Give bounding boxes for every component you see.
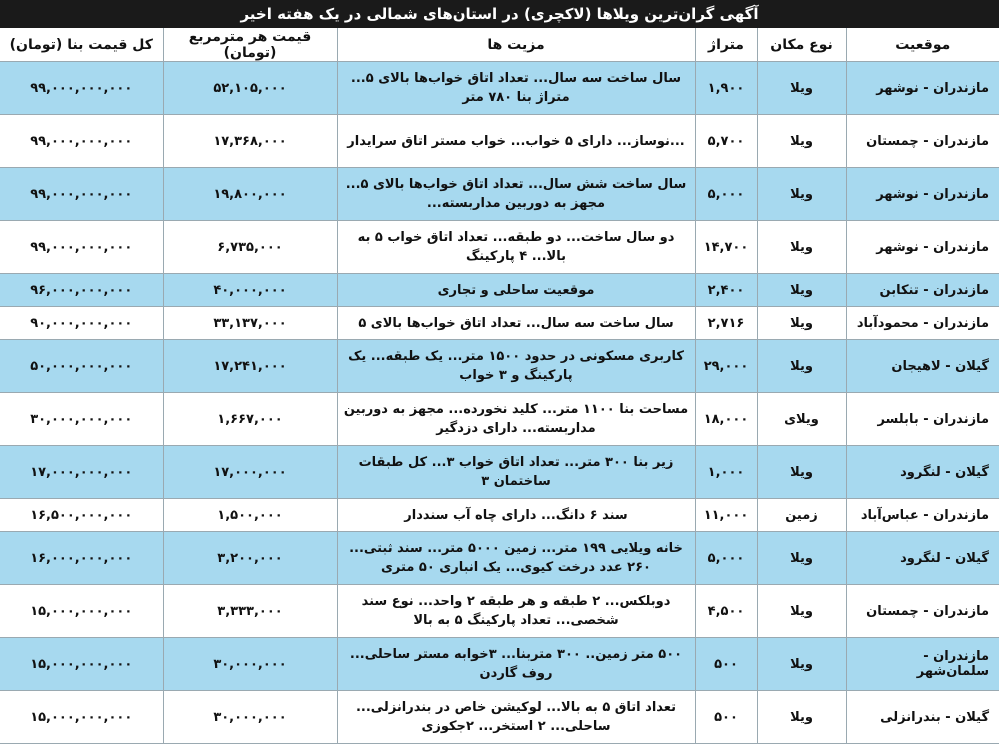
cell-total-price: ۹۰,۰۰۰,۰۰۰,۰۰۰: [0, 307, 163, 340]
cell-type: ویلا: [757, 168, 846, 221]
cell-location: مازندران - نوشهر: [846, 168, 999, 221]
cell-total-price: ۹۹,۰۰۰,۰۰۰,۰۰۰: [0, 115, 163, 168]
cell-total-price: ۱۵,۰۰۰,۰۰۰,۰۰۰: [0, 585, 163, 638]
cell-features: سال ساخت سه سال... تعداد اتاق خواب‌ها بالای ۵... متراژ بنا ۷۸۰ متر: [337, 62, 695, 115]
cell-features: سال ساخت شش سال... تعداد اتاق خواب‌ها بالای ۵... مجهز به دوربین مداربسته...: [337, 168, 695, 221]
cell-type: زمین: [757, 499, 846, 532]
cell-total-price: ۹۶,۰۰۰,۰۰۰,۰۰۰: [0, 274, 163, 307]
table-row: [0, 638, 999, 691]
cell-features: کاربری مسکونی در حدود ۱۵۰۰ متر... یک طبقه... یک پارکینگ و ۳ خواب: [337, 340, 695, 393]
cell-location: مازندران - عباس‌آباد: [846, 499, 999, 532]
table-row: [0, 585, 999, 638]
table-row: [0, 307, 999, 340]
table-row: [0, 393, 999, 446]
page-title: آگهی گران‌ترین ویلاها (لاکچری) در استان‌های شمالی در یک هفته اخیر: [0, 0, 999, 28]
table-header-row: [0, 28, 999, 62]
cell-price-per-m2: ۱۹,۸۰۰,۰۰۰: [163, 168, 337, 221]
table-row: [0, 340, 999, 393]
cell-type: ویلا: [757, 221, 846, 274]
cell-type: ویلای: [757, 393, 846, 446]
cell-price-per-m2: ۱,۵۰۰,۰۰۰: [163, 499, 337, 532]
cell-price-per-m2: ۳۳,۱۳۷,۰۰۰: [163, 307, 337, 340]
cell-features: ۵۰۰ متر زمین.. ۳۰۰ متربنا... ۳خوابه مستر ساحلی... روف گاردن: [337, 638, 695, 691]
cell-location: گیلان - لنگرود: [846, 446, 999, 499]
cell-type: ویلا: [757, 585, 846, 638]
cell-location: گیلان - بندرانزلی: [846, 691, 999, 744]
cell-area: ۲,۷۱۶: [695, 307, 757, 340]
cell-price-per-m2: ۳,۲۰۰,۰۰۰: [163, 532, 337, 585]
cell-features: تعداد اتاق ۵ به بالا... لوکیشن خاص در بندرانزلی... ساحلی... ۲ استخر... ۲جکوزی: [337, 691, 695, 744]
header-price-per-m2: قیمت هر مترمربع (تومان): [163, 28, 337, 62]
cell-location: مازندران - تنکابن: [846, 274, 999, 307]
cell-area: ۱۱,۰۰۰: [695, 499, 757, 532]
table-row: [0, 221, 999, 274]
table-row: [0, 446, 999, 499]
cell-area: ۵,۷۰۰: [695, 115, 757, 168]
cell-total-price: ۳۰,۰۰۰,۰۰۰,۰۰۰: [0, 393, 163, 446]
cell-price-per-m2: ۵۲,۱۰۵,۰۰۰: [163, 62, 337, 115]
cell-price-per-m2: ۴۰,۰۰۰,۰۰۰: [163, 274, 337, 307]
table-row: [0, 115, 999, 168]
cell-features: ...نوساز... دارای ۵ خواب... خواب مستر اتاق سرایدار: [337, 115, 695, 168]
cell-total-price: ۱۶,۵۰۰,۰۰۰,۰۰۰: [0, 499, 163, 532]
cell-type: ویلا: [757, 691, 846, 744]
table-row: [0, 274, 999, 307]
cell-total-price: ۹۹,۰۰۰,۰۰۰,۰۰۰: [0, 62, 163, 115]
cell-features: سال ساخت سه سال... تعداد اتاق خواب‌ها بالای ۵: [337, 307, 695, 340]
header-location: موقعیت: [846, 28, 999, 62]
cell-area: ۲,۴۰۰: [695, 274, 757, 307]
header-area: متراژ: [695, 28, 757, 62]
cell-type: ویلا: [757, 115, 846, 168]
cell-price-per-m2: ۱۷,۰۰۰,۰۰۰: [163, 446, 337, 499]
cell-area: ۴,۵۰۰: [695, 585, 757, 638]
cell-total-price: ۱۵,۰۰۰,۰۰۰,۰۰۰: [0, 638, 163, 691]
cell-features: دوبلکس... ۲ طبقه و هر طبقه ۲ واحد... نوع سند شخصی... تعداد پارکینگ ۵ به بالا: [337, 585, 695, 638]
cell-type: ویلا: [757, 532, 846, 585]
cell-price-per-m2: ۱۷,۲۴۱,۰۰۰: [163, 340, 337, 393]
cell-type: ویلا: [757, 62, 846, 115]
cell-price-per-m2: ۶,۷۳۵,۰۰۰: [163, 221, 337, 274]
cell-location: مازندران - چمستان: [846, 115, 999, 168]
cell-type: ویلا: [757, 340, 846, 393]
cell-location: مازندران - محمودآباد: [846, 307, 999, 340]
cell-area: ۲۹,۰۰۰: [695, 340, 757, 393]
cell-total-price: ۵۰,۰۰۰,۰۰۰,۰۰۰: [0, 340, 163, 393]
cell-location: مازندران - سلمان‌شهر: [846, 638, 999, 691]
table-row: [0, 62, 999, 115]
table-row: [0, 532, 999, 585]
cell-features: خانه ویلایی ۱۹۹ متر... زمین ۵۰۰۰ متر... سند ثبتی... ۲۶۰ عدد درخت کیوی... یک انباری ۵۰ متری: [337, 532, 695, 585]
cell-area: ۱,۹۰۰: [695, 62, 757, 115]
header-total-price: کل قیمت بنا (تومان): [0, 28, 163, 62]
cell-price-per-m2: ۳۰,۰۰۰,۰۰۰: [163, 691, 337, 744]
cell-area: ۵,۰۰۰: [695, 532, 757, 585]
cell-total-price: ۹۹,۰۰۰,۰۰۰,۰۰۰: [0, 221, 163, 274]
cell-location: مازندران - نوشهر: [846, 62, 999, 115]
cell-total-price: ۱۵,۰۰۰,۰۰۰,۰۰۰: [0, 691, 163, 744]
cell-type: ویلا: [757, 307, 846, 340]
villa-price-table: [0, 28, 999, 744]
cell-location: مازندران - نوشهر: [846, 221, 999, 274]
cell-type: ویلا: [757, 638, 846, 691]
header-type: نوع مکان: [757, 28, 846, 62]
table-body: [0, 62, 999, 744]
cell-features: دو سال ساخت... دو طبقه... تعداد اتاق خواب ۵ به بالا... ۴ پارکینگ: [337, 221, 695, 274]
cell-type: ویلا: [757, 274, 846, 307]
cell-features: مساحت بنا ۱۱۰۰ متر... کلید نخورده... مجهز به دوربین مداربسته... دارای دزدگیر: [337, 393, 695, 446]
cell-area: ۱,۰۰۰: [695, 446, 757, 499]
cell-features: زیر بنا ۳۰۰ متر... تعداد اتاق خواب ۳... کل طبقات ساختمان ۳: [337, 446, 695, 499]
cell-area: ۵۰۰: [695, 638, 757, 691]
cell-price-per-m2: ۱۷,۳۶۸,۰۰۰: [163, 115, 337, 168]
cell-price-per-m2: ۱,۶۶۷,۰۰۰: [163, 393, 337, 446]
cell-area: ۱۸,۰۰۰: [695, 393, 757, 446]
cell-total-price: ۱۷,۰۰۰,۰۰۰,۰۰۰: [0, 446, 163, 499]
cell-type: ویلا: [757, 446, 846, 499]
cell-location: مازندران - چمستان: [846, 585, 999, 638]
header-features: مزیت ها: [337, 28, 695, 62]
cell-location: گیلان - لنگرود: [846, 532, 999, 585]
cell-location: مازندران - بابلسر: [846, 393, 999, 446]
table-row: [0, 499, 999, 532]
cell-total-price: ۹۹,۰۰۰,۰۰۰,۰۰۰: [0, 168, 163, 221]
cell-price-per-m2: ۳,۳۳۳,۰۰۰: [163, 585, 337, 638]
cell-area: ۵,۰۰۰: [695, 168, 757, 221]
cell-location: گیلان - لاهیجان: [846, 340, 999, 393]
cell-price-per-m2: ۳۰,۰۰۰,۰۰۰: [163, 638, 337, 691]
table-row: [0, 168, 999, 221]
table-row: [0, 691, 999, 744]
cell-area: ۵۰۰: [695, 691, 757, 744]
cell-features: سند ۶ دانگ... دارای چاه آب سنددار: [337, 499, 695, 532]
cell-total-price: ۱۶,۰۰۰,۰۰۰,۰۰۰: [0, 532, 163, 585]
cell-features: موقعیت ساحلی و تجاری: [337, 274, 695, 307]
cell-area: ۱۴,۷۰۰: [695, 221, 757, 274]
